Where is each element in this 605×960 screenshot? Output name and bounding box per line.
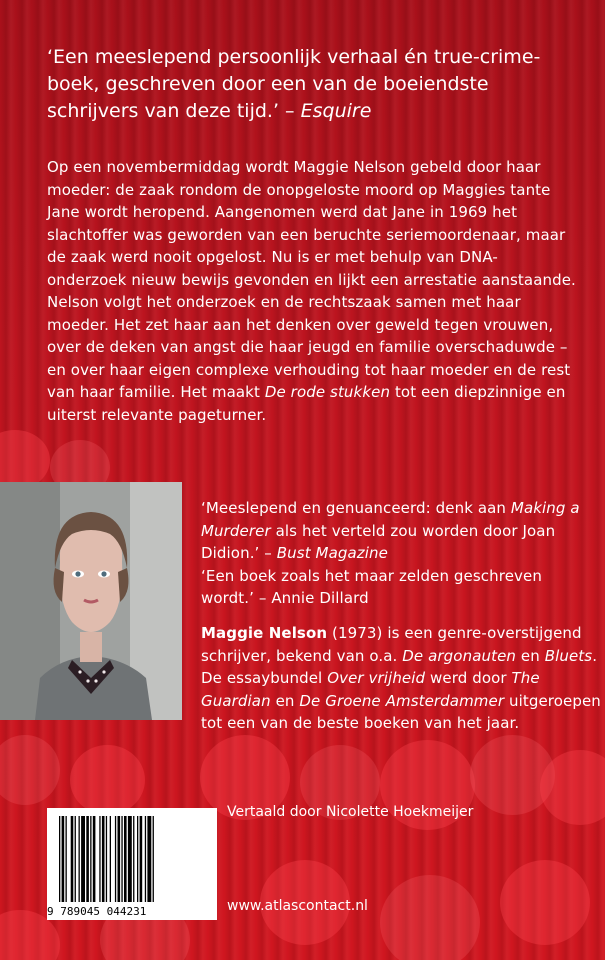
blurb-paragraph	[47, 156, 577, 426]
review-text: als het verteld zou worden door Joan Didion.’ –	[201, 521, 556, 562]
isbn-barcode	[47, 808, 217, 920]
bokeh-light	[540, 750, 605, 825]
bio-text: werd door	[430, 669, 507, 687]
bokeh-light	[380, 875, 480, 960]
barcode-digits: 9 789045 044231	[47, 905, 147, 918]
bokeh-light	[500, 860, 590, 945]
top-quote	[47, 44, 577, 125]
blurb-text: Op een novembermiddag wordt Maggie Nelson gebeld door haar moeder: de zaak rondom de onopgeloste moord op Maggies tante Jane wordt heropend. Aangenomen werd dat Jane in 1969 het slachtoffer was geworden van een beruchte seriemoordenaar, maar de zaak werd nooit opgelost. Nu is er met behulp van DNA-onderzoek nieuw bewijs gevonden en lijkt een arrestatie aanstaande. Nelson volgt het onderzoek en de rechtszaak samen met haar moeder. Het zet haar aan het denken over geweld tegen vrouwen, over de deken van angst die haar jeugd en familie overschaduwde – en over haar eigen complexe verhouding tot haar moeder en de rest van haar familie. Het maakt	[47, 158, 576, 401]
bio-publication: The Guardian	[201, 669, 540, 710]
bio-book: Over vrijheid	[327, 669, 426, 687]
review-source: Bust Magazine	[276, 544, 388, 562]
author-portrait-illustration	[0, 482, 182, 720]
bokeh-light	[0, 735, 60, 805]
top-quote-source: Esquire	[300, 100, 372, 122]
blurb	[47, 156, 577, 426]
review-quote	[201, 497, 591, 565]
author-photo	[0, 482, 182, 720]
blurb-text-end: tot een diepzinnige en uiterst relevante pageturner.	[47, 383, 566, 424]
review-text: ‘Meeslepend en genuanceerd: denk aan	[201, 499, 507, 517]
author-bio	[201, 622, 601, 735]
book-title: De rode stukken	[264, 383, 391, 401]
bio-book: Bluets	[544, 646, 593, 665]
barcode-bars	[47, 808, 217, 904]
bio-text: (1973) is een genre-overstijgend schrijver, bekend van o.a.	[201, 624, 582, 665]
review-quote: ‘Een boek zoals het maar zelden geschreven wordt.’ – Annie Dillard	[201, 566, 542, 607]
publisher-website[interactable]: www.atlascontact.nl	[227, 898, 368, 914]
bokeh-light	[0, 430, 50, 490]
bokeh-light	[70, 745, 145, 815]
bio-text: en	[275, 691, 295, 710]
bio-publication: De Groene Amsterdammer	[299, 691, 505, 710]
author-name: Maggie Nelson	[201, 624, 328, 642]
bio-text: uitgeroepen tot een van de beste boeken van het jaar.	[201, 691, 601, 732]
review-title: Making a Murderer	[201, 499, 580, 540]
bio-text: en	[520, 646, 540, 665]
press-reviews	[201, 497, 591, 610]
top-quote-text: ‘Een meeslepend persoonlijk verhaal én true-crime-boek, geschreven door een van de boeiendste schrijvers van deze tijd.’ –	[47, 46, 541, 122]
translator-credit: Vertaald door Nicolette Hoekmeijer	[227, 804, 474, 820]
bio-book: De argonauten	[402, 646, 517, 665]
bio-text: . De essaybundel	[201, 646, 598, 687]
